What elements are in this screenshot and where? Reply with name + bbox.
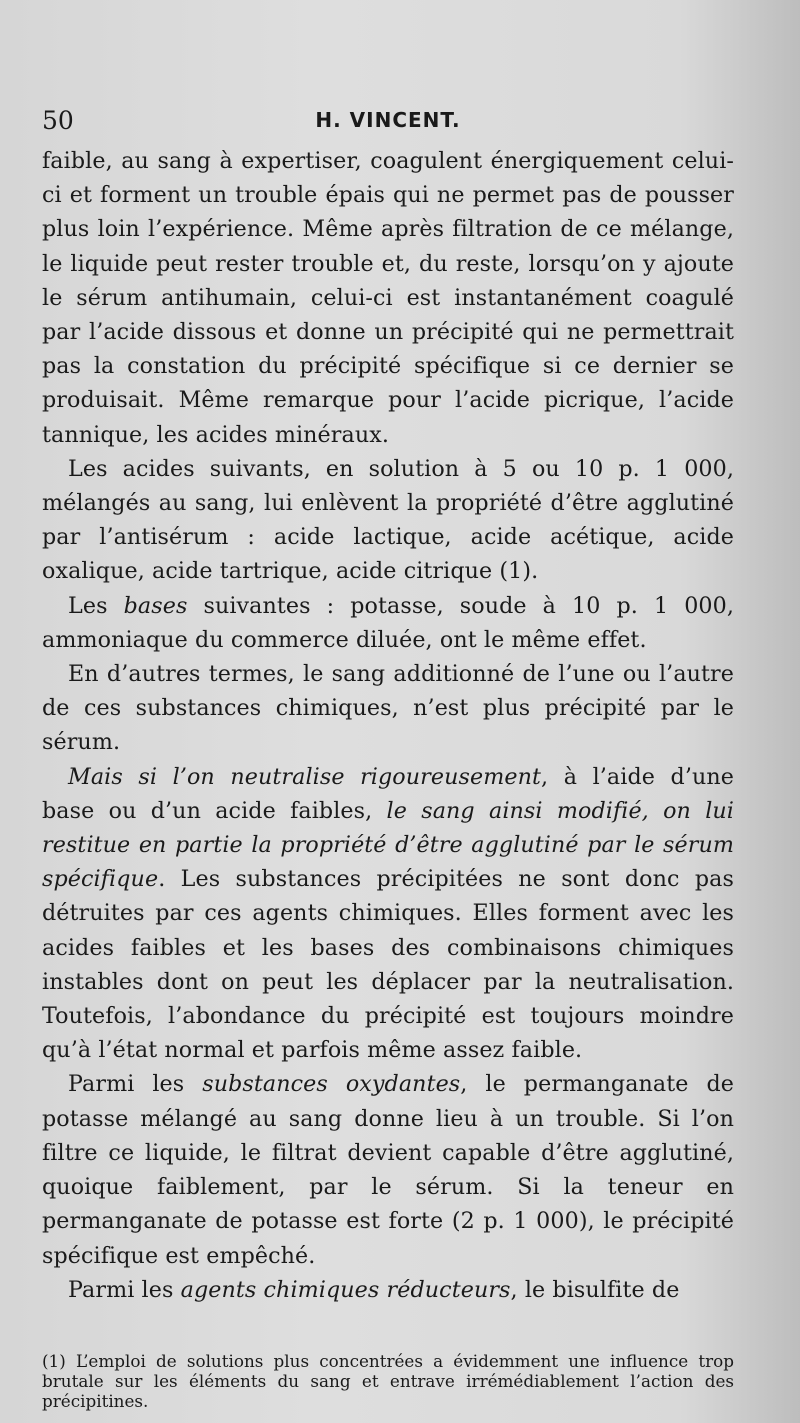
body-text [42, 144, 734, 1307]
text-run: Les acides suivants, en solution à 5 ou 10 p. 1 000, mélangés au sang, lui enlèvent la propriété d’être agglutiné par l’antisérum : acide lactique, acide acétique, acide oxalique, acide tartrique, acide citrique (1). [42, 455, 734, 585]
footnote [42, 1351, 734, 1411]
text-run: Parmi les [68, 1276, 181, 1303]
footnote-text: L’emploi de solutions plus concentrées a évidemment une influence trop brutale sur les éléments du sang et entrave irrémédiablement l’action des précipitines. [42, 1350, 734, 1411]
italic-run: Mais si l’on neutralise rigoureusement [68, 763, 541, 790]
paragraph-1 [42, 452, 734, 589]
italic-run: agents chimiques réducteurs [180, 1276, 511, 1303]
page-number: 50 [42, 106, 74, 135]
italic-run: bases [123, 592, 188, 619]
text-run: . Les substances précipitées ne sont donc pas détruites par ces agents chimiques. Elles forment avec les acides faibles et les bases des combinaisons chimiques instables dont on peut les déplacer par la neutralisation. Toutefois, l’abondance du précipité est toujours moindre qu’à l’état normal et parfois même assez faible. [42, 866, 734, 1064]
text-run: En d’autres termes, le sang additionné de l’une ou l’autre de ces substances chimiques, n’est plus précipité par le sérum. [42, 661, 734, 756]
running-title: H. VINCENT. [315, 108, 461, 132]
footnote-marker: (1) [42, 1350, 66, 1371]
text-run: Les [68, 592, 124, 619]
book-page [42, 100, 734, 1411]
text-run: , le permanganate de potasse mélangé au sang donne lieu à un trouble. Si l’on filtre ce liquide, le filtrat devient capable d’être agglutiné, quoique faiblement, par le sérum. Si la teneur en permanganate de potasse est forte (2 p. 1 000), le précipité spécifique est empêché. [42, 1071, 734, 1269]
paragraph-3 [42, 657, 734, 760]
paragraph-4 [42, 760, 734, 1068]
paragraph-2 [42, 589, 734, 657]
page-header [42, 100, 734, 144]
italic-run: substances oxydantes [202, 1071, 461, 1098]
text-run: , à l’aide d’une base ou d’un acide faibles, [42, 763, 735, 824]
text-run: Parmi les [68, 1071, 203, 1098]
text-run: , le bisulfite de [510, 1276, 680, 1303]
paragraph-6 [42, 1273, 734, 1307]
italic-run: le sang ainsi modifié, on lui restitue en partie la propriété d’être agglutiné par le sérum spécifique [42, 797, 734, 893]
text-run: suivantes : potasse, soude à 10 p. 1 000, ammoniaque du commerce diluée, ont le même effet. [42, 592, 734, 653]
text-run: faible, au sang à expertiser, coagulent énergiquement celui-ci et forment un trouble épais qui ne permet pas de pousser plus loin l’expérience. Même après filtration de ce mélange, le liquide peut rester trouble et, du reste, lorsqu’on y ajoute le sérum antihumain, celui-ci est instantanément coagulé par l’acide dissous et donne un précipité qui ne permettrait pas la constation du précipité spécifique si ce dernier se produisait. Même remarque pour l’acide picrique, l’acide tannique, les acides minéraux. [42, 148, 734, 448]
paragraph-0 [42, 144, 734, 452]
paragraph-5 [42, 1067, 734, 1272]
